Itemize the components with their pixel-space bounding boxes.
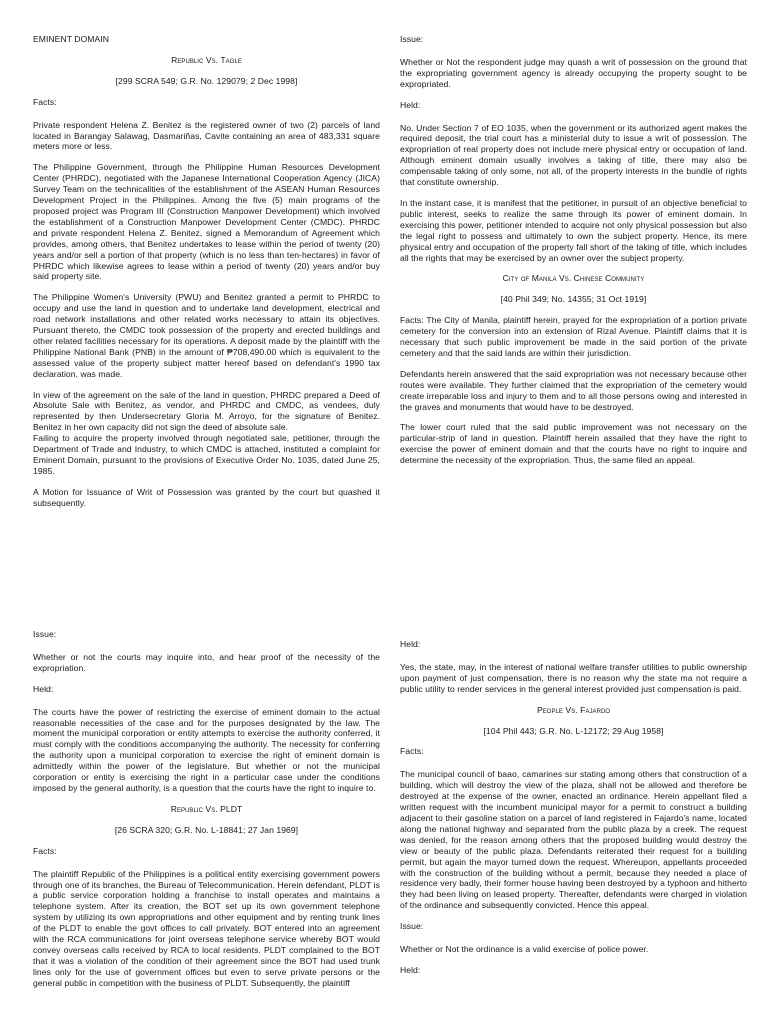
section-header: EMINENT DOMAIN [33,34,109,44]
right-column [400,639,747,988]
case-title [400,273,747,284]
case-citation: [40 Phil 349; No. 14355; 31 Oct 1919] [500,294,647,305]
facts-label: Facts: [33,96,57,107]
left-column [33,629,380,999]
document-page-bottom [0,512,768,1024]
held-label: Held: [400,99,421,110]
facts-label: Facts: [33,845,57,856]
issue-label: Issue: [400,921,424,932]
paragraph: No. Under Section 7 of EO 1035, when the government or its authorized agent makes the required deposit, the trial court has a ministerial duty to issue a writ of possession. The expropriation of real property does not include mere physical entry or occupation of land. Although eminent domain usually involves a taking of title, there may also be compensable taking of only some, not all, of the property interests in the bundle of rights that constitute ownership. [400,122,747,188]
issue-label: Issue: [400,34,424,44]
paragraph: The Philippine Women's University (PWU) and Benitez granted a permit to PHRDC to occupy and use the land in question and to undertake land development, electrical and road network installations and other related works necessary to attain its objectives. Pursuant thereto, the CMDC took possession of the property and erected buildings and other related facilities necessary for its operations. A deposit made by the plaintiff with the Philippine National Bank (PNB) in the amount of ₱708,490.00 which is equivalent to the assessed value of the property subject matter hereof based on defendant's 1990 tax declaration, was made. [33,292,380,379]
paragraph: In view of the agreement on the sale of the land in question, PHRDC prepared a Deed of Absolute Sale with Benitez, as vendor, and PHRDC and CMDC, as vendees, duly represented by then Undersecretary Gloria M. Arroyo, for the signature of Benitez. Benitez in her own capacity did not sign the deed of absolute sale. [33,389,380,433]
case-title [33,55,380,66]
case-title [400,705,747,716]
case-title-text: Republic Vs. PLDT [170,803,243,814]
case-title-text: Republic Vs. Tagle [171,54,242,65]
held-label: Held: [33,683,54,694]
case-title-text: City of Manila Vs. Chinese Community [502,273,645,284]
paragraph: The courts have the power of restricting the exercise of eminent domain to the actual reasonable necessities of the case and for the purposes designated by the law. The moment the municipal corporation or entity attempts to exercise the authority conferred, it must comply with the conditions accompanying the authority. The necessity for conferring the authority upon a municipal corporation to exercise the right of eminent domain is admittedly within the power of the legislature. But whether or not the municipal corporation or entity is exercising the right in a particular case under the conditions imposed by the general authority, is a question that the courts have the right to inquire to. [33,706,380,793]
issue-label: Issue: [33,629,57,639]
paragraph: Whether or Not the ordinance is a valid exercise of police power. [400,944,649,955]
paragraph: The plaintiff Republic of the Philippines is a political entity exercising government powers through one of its branches, the Bureau of Telecommunication. Herein defendant, PLDT is a public service corporation holding a franchise to install operates and maintains a telephone system. After its creation, the BOT set up its own government telephone system by utilizing its own appropriations and other equipment and by renting trunk lines of the PLDT to enable the govt offices to call privately. BOT entered into an agreement with the RCA communications for joint overseas telephone service whereby BOT would convey overseas calls received by RCA to local residents. PLDT complained to the BOT that it was a violation of the condition of their agreement since the BOT had used trunk lines only for the use of government offices but even to serve private persons or the general public in competition with the business of PLDT. Subsequently, the plaintiff [33,868,380,988]
case-citation: [299 SCRA 549; G.R. No. 129079; 2 Dec 1998] [115,75,298,86]
case-title-text: People Vs. Fajardo [536,704,611,715]
paragraph: Whether or Not the respondent judge may quash a writ of possession on the ground that the expropriating government agency is already occupying the property sought to be expropriated. [400,56,747,89]
paragraph: The municipal council of baao, camarines sur stating among others that construction of a building, which will destroy the view of the plaza, shall not be allowed and therefore be destroyed at the expense of the owner, enacted an ordinance. Herein appellant filed a written request with the incumbent municipal mayor for a permit to construct a building adjacent to their gasoline station on a parcel of land registered in Fajardo's name, located along the national highway and separated from the public plaza by a creek. The request was denied, for the reason among others that the proposed building would destroy the view or beauty of the public plaza. Defendants reiterated their request for a building permit, but again the mayor turned down the request. Whereupon, appellants proceeded with the construction of the building without a permit, because they needed a place of residence very badly, their former house having been destroyed by a typhoon and hitherto they had been living on leased property. Thereafter, defendants were charged in violation of the ordinance and subsequently convicted. Hence this appeal. [400,769,747,911]
held-label: Held: [400,964,421,975]
paragraph: Private respondent Helena Z. Benitez is the registered owner of two (2) parcels of land located in Barangay Salawag, Dasmariñas, Cavite containing an area of 483,331 square meters more or less. [33,119,380,152]
held-label: Held: [400,639,421,649]
case-citation: [104 Phil 443; G.R. No. L-12172; 29 Aug 1958] [483,725,664,736]
paragraph: Facts: The City of Manila, plaintiff herein, prayed for the expropriation of a portion private cemetery for the conversion into an extension of Rizal Avenue. Plaintiff claims that it is necessary that such public improvement be made in the said portion of the private cemetery and that the said lands are within their jurisdiction. [400,315,747,358]
paragraph: Whether or not the courts may inquire into, and hear proof of the necessity of the expropriation. [33,651,380,673]
left-column [33,34,380,512]
paragraph: In the instant case, it is manifest that the petitioner, in pursuit of an objective beneficial to public interest, seeks to realize the same through its power of eminent domain. In exercising this power, petitioner intended to acquire not only physical possession but also the legal right to possess and ultimately to own the subject property. Hence, its mere physical entry and occupation of the property fall short of the taking of title, which includes all the rights that may be exercised by an owner over the subject property. [400,197,747,263]
case-citation: [26 SCRA 320; G.R. No. L-18841; 27 Jan 1969] [114,824,299,835]
case-title [33,804,380,815]
facts-label: Facts: [400,746,424,757]
paragraph: A Motion for Issuance of Writ of Possession was granted by the court but quashed it subsequently. [33,486,380,508]
paragraph: Failing to acquire the property involved through negotiated sale, petitioner, through the Department of Trade and Industry, to which CMDC is attached, instituted a complaint for Eminent Domain, pursuant to the provisions of Executive Order No. 1035, dated June 25, 1985. [33,433,380,476]
paragraph: Yes, the state, may, in the interest of national welfare transfer utilities to public ownership upon payment of just compensation, there is no reason why the state ma not require a public utility to render services in the general interest provided just compensation is paid. [400,661,747,694]
paragraph: The Philippine Government, through the Philippine Human Resources Development Center (PHRDC), negotiated with the Japanese International Cooperation Agency (JICA) Survey Team on the technicalities of the establishment of the ASEAN Human Resources Development Project in the Philippines. Among the five (5) main programs of the proposed project was Program III (Construction Manpower Development) which involved the establishment of a Construction Manpower Development Center (CMDC). PHRDC and private respondent Helena Z. Benitez, signed a Memorandum of Agreement which provides, among others, that Benitez undertakes to lease within the period of twenty (20) years and/or sell a portion of that property (which is no less than ten-hectares) in favor of PHRDC which likewise agrees to lease within a period of twenty (20) years and/or buy said property site. [33,162,380,282]
right-column [400,34,747,476]
paragraph: Defendants herein answered that the said expropriation was not necessary because other routes were available. They further claimed that the expropriation of the cemetery would create irreparable loss and injury to them and to all those persons owing and interested in the graves and monuments that would have to be destroyed. [400,368,747,412]
paragraph: The lower court ruled that the said public improvement was not necessary on the particular-strip of land in question. Plaintiff herein assailed that they have the right to exercise the power of eminent domain and that the courts have no right to inquire and determine the necessity of the expropriation. Thus, the same filed an appeal. [400,422,747,466]
